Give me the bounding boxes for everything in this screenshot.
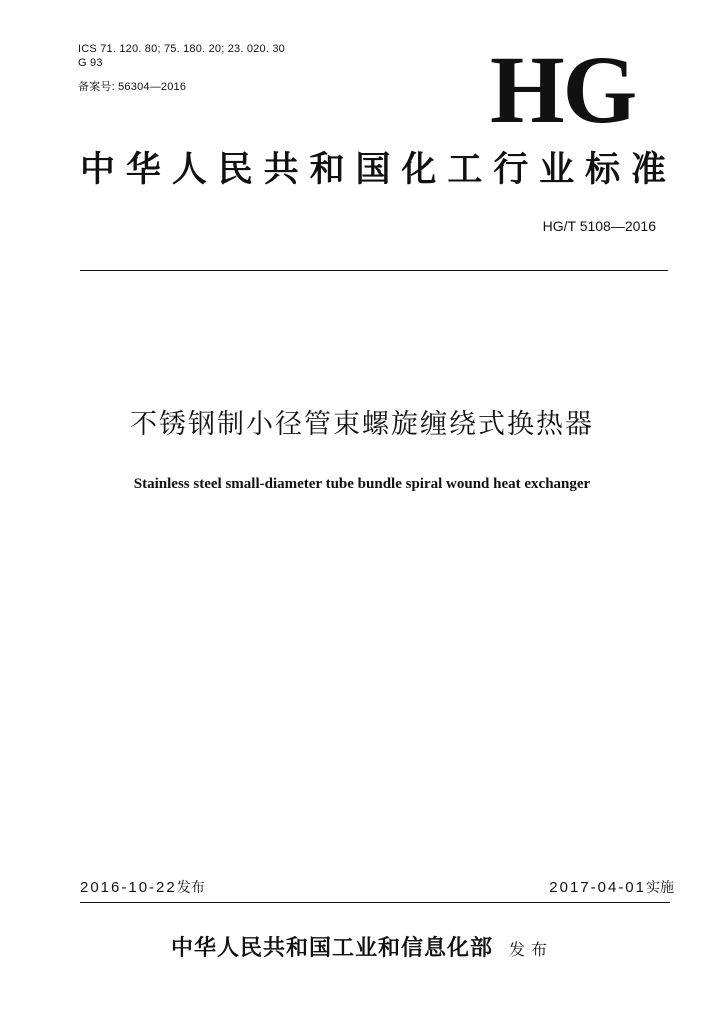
standard-category-title: 中华人民共和国化工行业标准 bbox=[80, 149, 666, 190]
standard-number: HG/T 5108—2016 bbox=[542, 218, 656, 234]
issue-label: 发布 bbox=[176, 880, 205, 896]
implementation-date-line bbox=[549, 878, 674, 898]
footer-divider bbox=[80, 902, 670, 903]
issue-date: 2016-10-22 bbox=[80, 879, 177, 896]
ccs-code: G 93 bbox=[78, 57, 103, 69]
implementation-date: 2017-04-01 bbox=[549, 879, 646, 896]
publisher-line bbox=[0, 933, 724, 965]
hg-logo: HG bbox=[490, 36, 636, 143]
implementation-label: 实施 bbox=[646, 880, 674, 896]
filing-number: 备案号: 56304—2016 bbox=[78, 81, 187, 93]
ics-code: ICS 71. 120. 80; 75. 180. 20; 23. 020. 30 bbox=[78, 43, 285, 55]
document-title-chinese: 不锈钢制小径管束螺旋缠绕式换热器 bbox=[130, 409, 594, 440]
document-title-english: Stainless steel small-diameter tube bundle spiral wound heat exchanger bbox=[133, 476, 591, 492]
publisher-name: 中华人民共和国工业和信息化部 bbox=[170, 935, 493, 961]
header-divider bbox=[80, 270, 668, 271]
publish-label: 发布 bbox=[509, 940, 554, 959]
issue-date-line bbox=[80, 878, 205, 898]
